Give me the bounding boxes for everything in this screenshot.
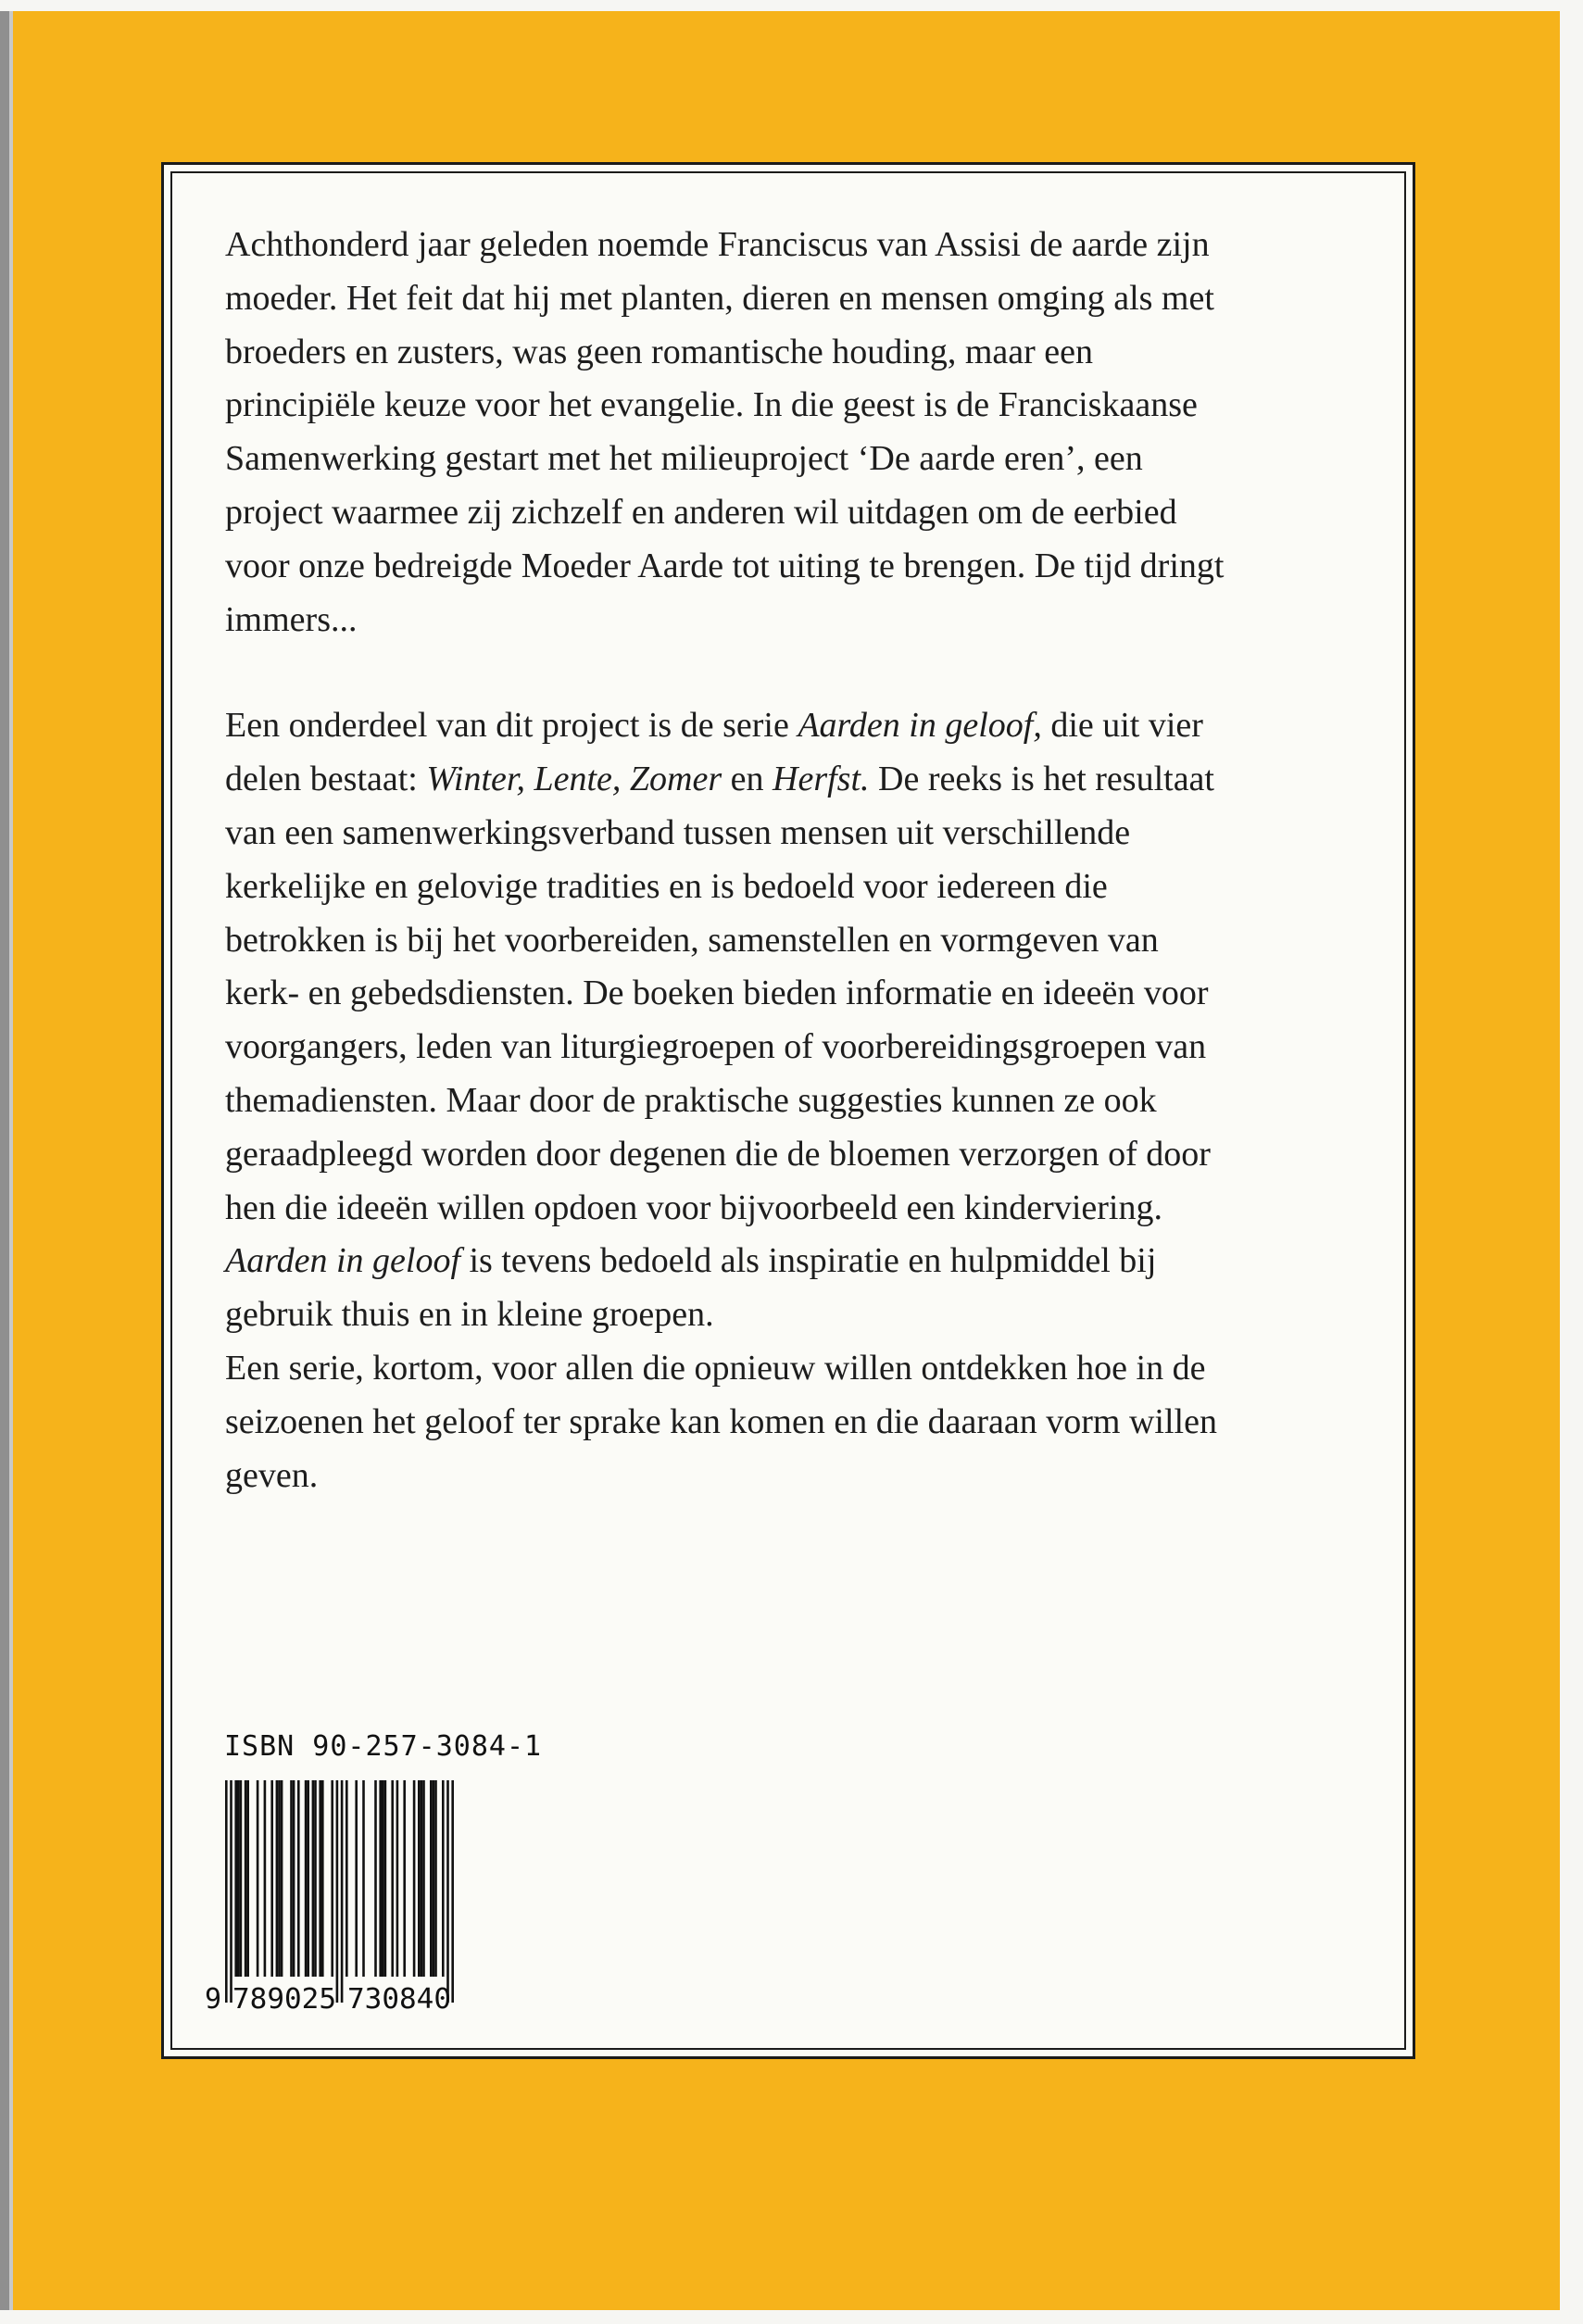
barcode-bar [257,1780,259,1977]
ean-barcode [201,1777,488,2017]
barcode-bar [237,1780,240,1977]
barcode-bar [281,1780,283,1977]
barcode-guard-bar [451,1780,454,2003]
text-line: kerk- en gebedsdiensten. De boeken bieden informatie en ideeën voor [225,974,1209,1013]
barcode-bar [297,1780,300,1977]
barcode-bar [246,1780,249,1977]
barcode-bar [362,1780,365,1977]
barcode-digit-group-left: 789025 [232,1983,336,2016]
barcode-bar [270,1780,273,1977]
text-line: kerkelijke en gelovige tradities en is bedoeld voor iedereen die [225,866,1108,906]
barcode-bar [264,1780,267,1977]
text-run: en [722,760,773,799]
barcode-bar [418,1780,421,1977]
text-line: project waarmee zij zichzelf en anderen wil uitdagen om de eerbied [225,492,1177,532]
barcode-bar [413,1780,416,1977]
text-run: Een onderdeel van dit project is de serie [225,706,798,746]
text-line: van een samenwerkingsverband tussen mensen uit verschillende [225,812,1131,852]
barcode-bar [391,1780,394,1977]
text-line: seizoenen het geloof ter sprake kan komen en die daaraan vorm willen [225,1401,1217,1441]
barcode-guard-bar [341,1780,344,2003]
barcode-bar [234,1780,237,1977]
barcode-digit-first: 9 [205,1983,222,2016]
barcode-guard-bar [230,1780,232,2003]
text-run: die uit vier [1041,706,1203,746]
barcode-bar [319,1780,321,1977]
barcode-bar [396,1780,399,1977]
barcode-bar [384,1780,387,1977]
book-back-cover [0,11,1560,2310]
text-line: voor onze bedreigde Moeder Aarde tot uiting te brengen. De tijd dringt [225,546,1225,585]
text-line: voorgangers, leden van liturgiegroepen of voorbereidingsgroepen van [225,1027,1207,1067]
barcode-bar [290,1780,293,1977]
barcode-bar [379,1780,382,1977]
barcode-bar [422,1780,425,1977]
barcode-bar [355,1780,358,1977]
text-line: geraadpleegd worden door degenen die de bloemen verzorgen of door [225,1134,1211,1174]
barcode-bar [276,1780,279,1977]
text-line: Een serie, kortom, voor allen die opnieuw willen ontdekken hoe in de [225,1348,1206,1388]
text-line: Achthonderd jaar geleden noemde Franciscus van Assisi de aarde zijn [225,225,1210,264]
barcode-bar [433,1780,435,1977]
text-line: hen die ideeën willen opdoen voor bijvoorbeeld een kinderviering. [225,1187,1162,1227]
blurb-text [225,219,1364,1502]
barcode-bar [331,1780,333,1977]
text-frame [161,162,1415,2059]
barcode-bar [307,1780,309,1977]
paragraph-1 [225,219,1364,647]
isbn-label: ISBN 90-257-3084-1 [224,1730,543,1763]
barcode-bar [403,1780,406,1977]
barcode-bar [305,1780,308,1977]
barcode-bar [312,1780,315,1977]
barcode-bar [245,1780,247,1977]
text-run: De reeks is het resultaat [869,760,1214,799]
barcode-guard-bar [446,1780,449,2003]
text-line: immers... [225,599,358,639]
text-run: delen bestaat: [225,760,427,799]
barcode-digit-group-right: 730840 [347,1983,451,2016]
barcode-bar [240,1780,243,1977]
text-line: geven. [225,1455,319,1495]
barcode-bar [382,1780,384,1977]
barcode-bar [430,1780,433,1977]
barcode-bar [345,1780,348,1977]
text-line [225,1235,1364,1288]
volume-title-herfst: Herfst. [773,760,870,799]
barcode-bar [293,1780,295,1977]
barcode-guard-bar [336,1780,339,2003]
text-run: is tevens bedoeld als inspiratie en hulpmiddel bij [460,1241,1157,1281]
text-line: themadiensten. Maar door de praktische suggesties kunnen ze ook [225,1080,1157,1120]
barcode-bar [314,1780,317,1977]
text-line [225,753,1364,807]
text-line [225,699,1364,753]
barcode-bar [442,1780,445,1977]
text-line: betrokken is bij het voorbereiden, samenstellen en vormgeven van [225,920,1159,960]
text-line: moeder. Het feit dat hij met planten, dieren en mensen omging als met [225,278,1214,318]
barcode-bar [321,1780,324,1977]
barcode-guard-bar [225,1780,228,2003]
barcode-bar [421,1780,423,1977]
barcode-bar [434,1780,437,1977]
series-title: Aarden in geloof [225,1241,460,1281]
text-line: Samenwerking gestart met het milieuproject ‘De aarde eren’, een [225,439,1143,479]
volume-titles: Winter, Lente, Zomer [426,760,722,799]
text-line: principiële keuze voor het evangelie. In die geest is de Franciskaanse [225,385,1198,425]
barcode-bar [278,1780,281,1977]
text-line: gebruik thuis en in kleine groepen. [225,1295,714,1335]
paragraph-2 [225,699,1364,1502]
series-title: Aarden in geloof, [798,706,1042,746]
barcode-bar [374,1780,377,1977]
text-line: broeders en zusters, was geen romantische houding, maar een [225,332,1093,371]
